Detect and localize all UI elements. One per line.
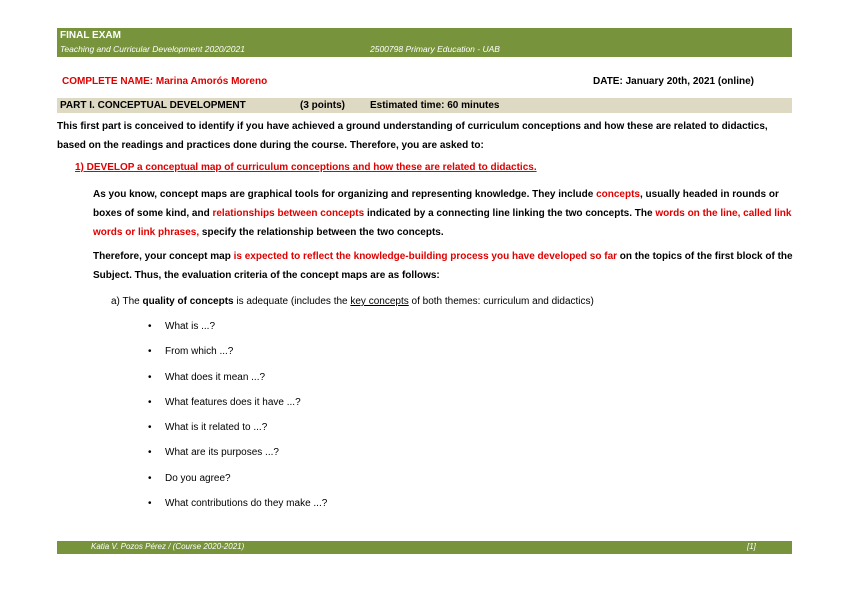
therefore-paragraph [93, 247, 793, 285]
list-item: • What is ...? [148, 320, 327, 345]
part-points: (3 points) [300, 100, 345, 111]
student-name: COMPLETE NAME: Marina Amorós Moreno [62, 76, 268, 87]
criterion-a-suffix: of both themes: curriculum and didactics) [408, 296, 594, 307]
concept-maps-text-3: indicated by a connecting line linking the two concepts. The [364, 208, 656, 219]
exam-title: FINAL EXAM [60, 30, 121, 41]
concept-maps-paragraph [93, 185, 793, 242]
program-name: 2500798 Primary Education - UAB [370, 44, 500, 54]
footer-bar [57, 541, 792, 554]
concept-maps-text-2: , usually headed in rounds or boxes of some kind, and [93, 189, 779, 219]
list-item: • What are its purposes ...? [148, 446, 327, 471]
therefore-text-2: on the topics of the first block of the Subject. Thus, the evaluation criteria of the concept maps are as follows: [93, 251, 793, 281]
concepts-highlight: concepts [596, 189, 640, 200]
criterion-a-mid: is adequate (includes the [233, 296, 351, 307]
list-item: • Do you agree? [148, 472, 327, 497]
part-title: PART I. CONCEPTUAL DEVELOPMENT [60, 100, 246, 111]
criterion-a-bold: quality of concepts [142, 296, 234, 307]
list-item: • From which ...? [148, 345, 327, 370]
part-time: Estimated time: 60 minutes [370, 100, 500, 111]
list-item: • What features does it have ...? [148, 396, 327, 421]
header-bar [57, 28, 792, 57]
concept-maps-text-1: As you know, concept maps are graphical tools for organizing and representing knowledge. They include [93, 189, 597, 200]
list-item: • What is it related to ...? [148, 421, 327, 446]
page-number: [1] [747, 542, 756, 551]
link-words-highlight: words on the line, called link words or link phrases, [93, 208, 792, 238]
concept-maps-text-4: specify the relationship between the two concepts. [199, 227, 444, 238]
question-list [148, 320, 327, 522]
task-heading: 1) DEVELOP a conceptual map of curriculum conceptions and how these are related to didactics. [75, 162, 537, 173]
part-heading-bar [57, 98, 792, 113]
list-item: • What contributions do they make ...? [148, 497, 327, 522]
list-item: • What does it mean ...? [148, 371, 327, 396]
expected-highlight: is expected to reflect the knowledge-building process you have developed so far [233, 251, 618, 262]
therefore-text-1: Therefore, your concept map [93, 251, 234, 262]
criterion-a [111, 296, 594, 307]
exam-date: DATE: January 20th, 2021 (online) [593, 76, 754, 87]
criterion-a-underlined: key concepts [350, 296, 409, 307]
intro-paragraph: This first part is conceived to identify if you have achieved a ground understanding of curriculum conceptions and how these are related to didactics, based on the readings and practices done during the course. Therefore, you are asked to: [57, 121, 768, 151]
footer-author: Katia V. Pozos Pérez / (Course 2020-2021) [91, 542, 245, 551]
relationships-highlight: relationships between concepts [212, 208, 365, 219]
course-name: Teaching and Curricular Development 2020/2021 [60, 44, 245, 54]
criterion-a-prefix: a) The [111, 296, 143, 307]
